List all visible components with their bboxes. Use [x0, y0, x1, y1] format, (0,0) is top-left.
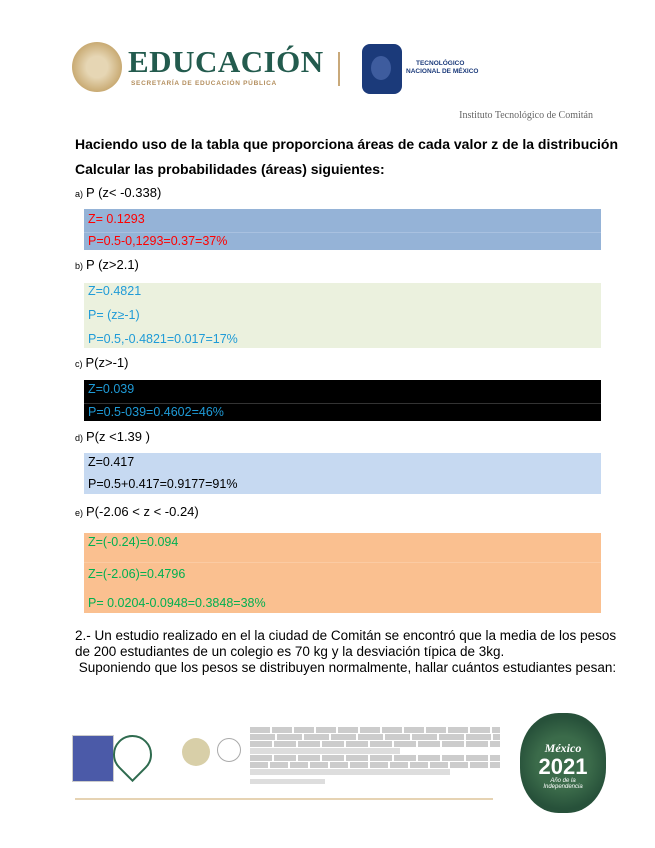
- problem-2-line: Suponiendo que los pesos se distribuyen normalmente, hallar cuántos estudiantes pesan:: [75, 660, 617, 675]
- answer-line: Z= 0.1293: [84, 209, 601, 233]
- mexico-seal-logo: [72, 42, 122, 92]
- emblem-subtitle: Año de la Independencia: [543, 778, 583, 790]
- mexico-2021-emblem: [520, 713, 606, 813]
- footer-divider: [75, 798, 493, 800]
- answer-line: P= 0.0204-0.0948=0.3848=38%: [88, 596, 266, 610]
- problem-letter: d): [75, 433, 84, 443]
- emblem-year: 2021: [538, 754, 588, 779]
- problem-2: [75, 628, 635, 676]
- institute-name: Instituto Tecnológico de Comitán: [459, 110, 593, 121]
- tecnm-line1: TECNOLÓGICO: [416, 60, 465, 67]
- problem-expr: P(z>-1): [85, 355, 129, 370]
- problem-2-line: de 200 estudiantes de un colegio es 70 kg y la desviación típica de 3kg.: [75, 644, 505, 659]
- answer-box-d: [84, 453, 601, 494]
- problem-letter: b): [75, 261, 84, 271]
- answer-line: P=0.5-039=0.4602=46%: [88, 405, 224, 419]
- sep-logo-subtitle: SECRETARÍA DE EDUCACIÓN PÚBLICA: [131, 80, 277, 87]
- answer-box-a: [84, 209, 601, 250]
- problem-c-label: [75, 355, 128, 370]
- answer-line: P=0.5+0.417=0.9177=91%: [88, 477, 238, 491]
- tecnm-gear-logo: [362, 44, 402, 94]
- answer-line: Z=0.417: [88, 455, 135, 469]
- logo-divider: [338, 52, 340, 86]
- problem-letter: c): [75, 359, 83, 369]
- problem-letter: e): [75, 508, 84, 518]
- tecnm-line2: NACIONAL DE MÉXICO: [406, 68, 479, 75]
- problem-d-label: [75, 429, 150, 444]
- answer-line: Z=(-2.06)=0.4796: [88, 567, 186, 581]
- problem-2-line: 2.- Un estudio realizado en el la ciudad de Comitán se encontró que la media de los pesos: [75, 628, 617, 643]
- answer-line: P=0.5-0,1293=0.37=37%: [88, 234, 228, 248]
- problem-expr: P (z< -0.338): [86, 185, 162, 200]
- intro-line1: Haciendo uso de la tabla que proporciona áreas de cada valor z de la distribución: [75, 136, 619, 152]
- problem-b-label: [75, 257, 139, 272]
- intro-line2: Calcular las probabilidades (áreas) siguientes:: [75, 161, 385, 177]
- answer-line: P=0.5,-0.4821=0.017=17%: [88, 332, 238, 346]
- problem-expr: P(z <1.39 ): [86, 429, 150, 444]
- answer-box-b: [84, 283, 601, 348]
- tecnm-logo-text: [406, 60, 478, 76]
- problem-a-label: [75, 185, 161, 200]
- comitan-logo: [72, 735, 114, 782]
- problem-letter: a): [75, 189, 84, 199]
- footer-certification-text: [250, 727, 500, 784]
- problem-e-label: [75, 504, 199, 519]
- emblem-text: México: [544, 741, 582, 755]
- sep-logo-title: EDUCACIÓN: [128, 44, 324, 79]
- answer-box-c: [84, 380, 601, 421]
- problem-expr: P(-2.06 < z < -0.24): [86, 504, 199, 519]
- answer-line: P= (z≥-1): [88, 308, 140, 322]
- answer-line: Z=0.039: [84, 380, 601, 404]
- certification-seal: [182, 738, 210, 766]
- answer-line: Z=0.4821: [88, 284, 142, 298]
- answer-line: Z=(-0.24)=0.094: [84, 533, 601, 563]
- plastic-free-logo: [148, 738, 178, 776]
- equality-logo: [217, 738, 241, 762]
- answer-box-e: [84, 533, 601, 613]
- problem-expr: P (z>2.1): [86, 257, 139, 272]
